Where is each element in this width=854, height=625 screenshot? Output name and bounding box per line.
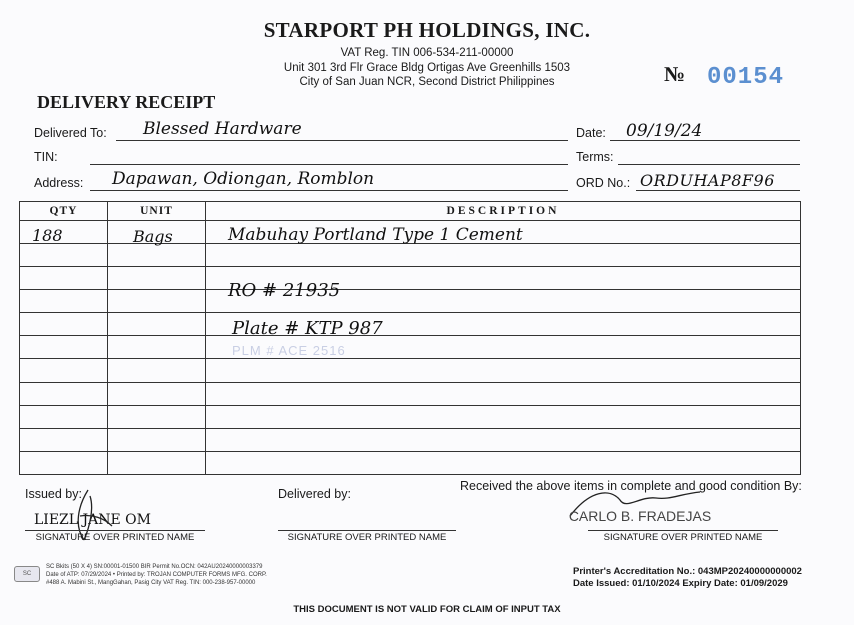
- table-row: [20, 451, 801, 474]
- issued-by-name: LIEZL JANE OM: [34, 512, 151, 528]
- row2-description: RO # 21935: [228, 280, 341, 301]
- printer-logo-icon: SC: [14, 566, 40, 582]
- table-row: [20, 336, 801, 359]
- issued-by-line: [25, 530, 205, 531]
- unit-header: UNIT: [108, 202, 206, 221]
- company-address-line1: Unit 301 3rd Flr Grace Bldg Ortigas Ave Greenhills 1503: [283, 62, 571, 74]
- address-label: Address:: [34, 176, 84, 190]
- date-label: Date:: [576, 126, 606, 140]
- company-address-line2: City of San Juan NCR, Second District Philippines: [299, 76, 555, 88]
- date-value: 09/19/24: [626, 121, 703, 141]
- disclaimer: THIS DOCUMENT IS NOT VALID FOR CLAIM OF INPUT TAX: [293, 604, 561, 615]
- received-statement: Received the above items in complete and good condition By:: [460, 479, 802, 493]
- qty-header: QTY: [20, 202, 108, 221]
- received-by-caption: SIGNATURE OVER PRINTED NAME: [603, 532, 763, 543]
- address-value: Dapawan, Odiongan, Romblon: [112, 169, 375, 189]
- table-row: [20, 428, 801, 451]
- date-issued-expiry: Date Issued: 01/10/2024 Expiry Date: 01/09/2029: [573, 578, 788, 589]
- ord-no-label: ORD No.:: [576, 176, 631, 190]
- table-row: [20, 359, 801, 382]
- row1-description: Mabuhay Portland Type 1 Cement: [228, 225, 523, 245]
- delivered-to-value: Blessed Hardware: [143, 119, 302, 139]
- document-title: DELIVERY RECEIPT: [37, 92, 216, 112]
- table-row: [20, 244, 801, 267]
- table-row: [20, 405, 801, 428]
- terms-line: [618, 164, 800, 165]
- received-by-name: CARLO B. FRADEJAS: [568, 508, 712, 524]
- table-row: [20, 313, 801, 336]
- number-label: №: [664, 62, 686, 86]
- delivered-by-label: Delivered by:: [278, 487, 351, 501]
- delivered-by-caption: SIGNATURE OVER PRINTED NAME: [287, 532, 447, 543]
- row3-description: Plate # KTP 987: [232, 318, 383, 339]
- issued-by-caption: SIGNATURE OVER PRINTED NAME: [35, 532, 195, 543]
- table-row: [20, 382, 801, 405]
- tin-label: TIN:: [34, 150, 58, 164]
- printer-accreditation: Printer's Accreditation No.: 043MP20240000000002: [573, 566, 802, 577]
- company-name: STARPORT PH HOLDINGS, INC.: [263, 18, 591, 42]
- row1-unit: Bags: [133, 227, 173, 246]
- table-row: [20, 290, 801, 313]
- issued-by-label: Issued by:: [25, 487, 82, 501]
- received-by-line: [588, 530, 778, 531]
- table-header-row: [20, 202, 801, 221]
- vat-reg: VAT Reg. TIN 006-534-211-00000: [340, 47, 514, 59]
- ord-no-line: [636, 190, 800, 191]
- row1-qty: 188: [32, 226, 63, 245]
- receipt-number: 00154: [707, 64, 785, 91]
- delivered-to-label: Delivered To:: [34, 126, 107, 140]
- address-line: [90, 190, 568, 191]
- printer-info-line2: Date of ATP: 07/29/2024 • Printed by: TROJAN COMPUTER FORMS MFG. CORP.: [46, 572, 267, 578]
- printer-info-line3: #488 A. Mabini St., MangGahan, Pasig City VAT Reg. TIN: 000-238-957-00000: [46, 580, 256, 586]
- terms-label: Terms:: [576, 150, 614, 164]
- table-row: [20, 267, 801, 290]
- description-header: DESCRIPTION: [206, 202, 801, 221]
- printer-info-line1: SC Bkits (50 X 4) SN:00001-01500 BIR Permit No.OCN: 042AU20240000003379: [46, 564, 263, 570]
- delivered-to-line: [116, 140, 568, 141]
- tin-line: [90, 164, 568, 165]
- ord-no-value: ORDUHAP8F96: [640, 171, 775, 190]
- delivered-by-line: [278, 530, 456, 531]
- ghost-stamp-text: PLM # ACE 2516: [232, 343, 346, 358]
